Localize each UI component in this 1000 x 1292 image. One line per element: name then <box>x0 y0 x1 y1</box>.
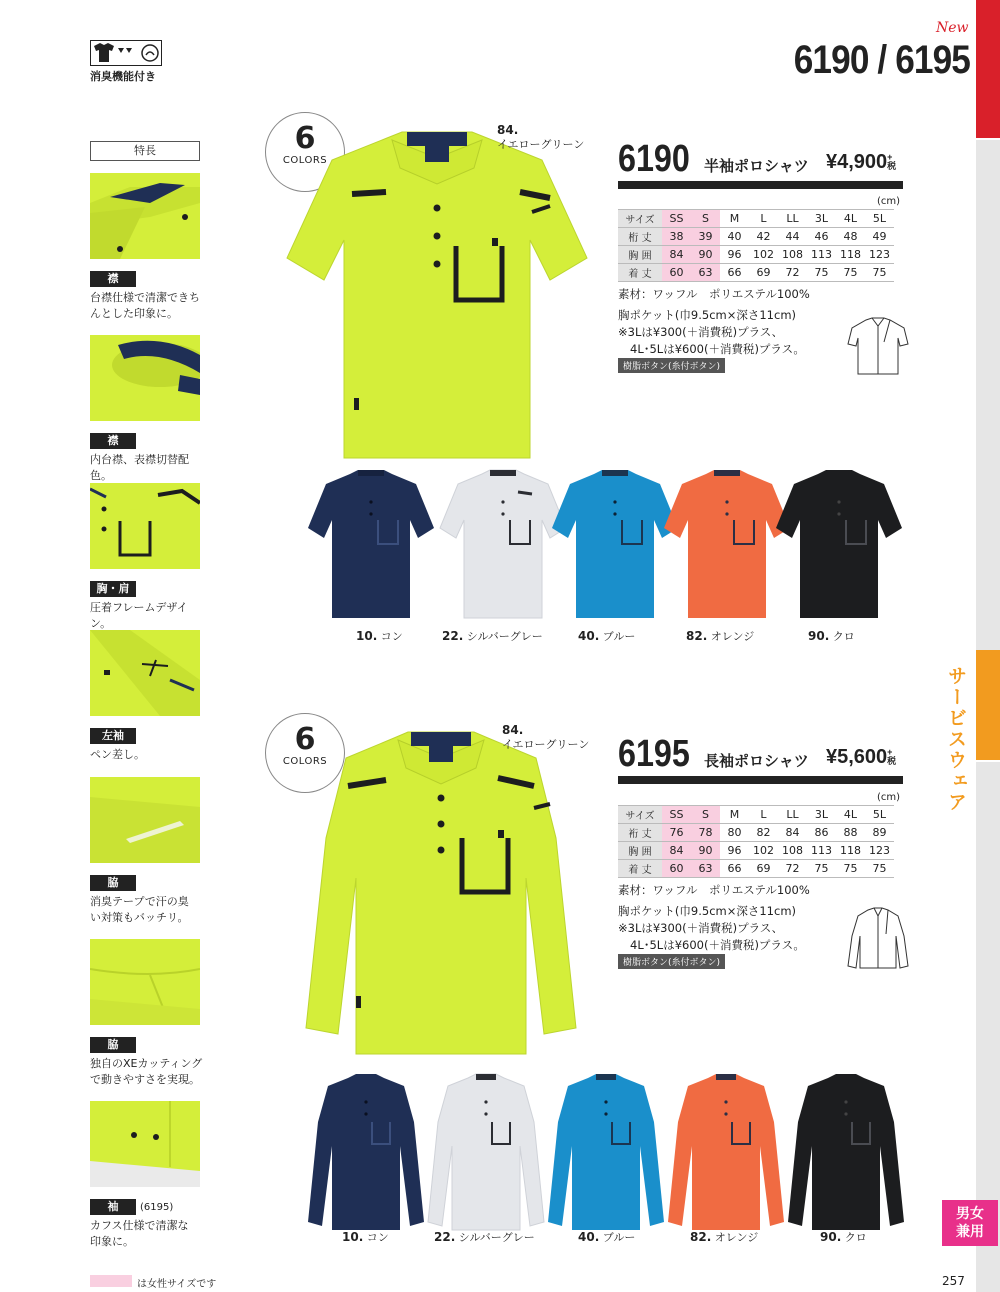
tax-plus: + <box>887 747 893 757</box>
variant-name: コン <box>366 1231 389 1244</box>
unisex-line-2: 兼用 <box>956 1224 984 1240</box>
deodorant-label: 消臭機能付き <box>90 70 156 83</box>
variant-number: 40. <box>578 1230 600 1244</box>
main-color-name: イエローグリーン <box>502 738 590 751</box>
size-cell: サイズ <box>618 210 662 228</box>
variant-number: 10. <box>356 629 378 643</box>
product-code: 6195 <box>618 733 690 775</box>
size-cell: 108 <box>778 246 807 264</box>
size-row <box>618 860 894 878</box>
cuffs-photo <box>90 1101 200 1187</box>
variant-name: シルバーグレー <box>466 630 543 643</box>
main-color-number: 84. <box>502 723 524 737</box>
product-name: 半袖ポロシャツ <box>704 157 809 175</box>
size-cell: 123 <box>865 842 894 860</box>
variant-longsleeve-orange <box>664 1072 788 1232</box>
variant-number: 22. <box>442 629 464 643</box>
variant-number: 90. <box>820 1230 842 1244</box>
unisex-line-1: 男女 <box>956 1206 984 1222</box>
feature-desc <box>90 1056 205 1088</box>
product-code: 6190 <box>618 138 690 180</box>
size-cell: S <box>691 806 720 824</box>
material-line: 素材：ワッフル ポリエステル100% <box>618 883 810 897</box>
variant-label <box>442 628 543 644</box>
variant-number: 40. <box>578 629 600 643</box>
tax-label: 税 <box>887 756 897 766</box>
feature-side-tape <box>90 777 205 926</box>
feature-desc <box>90 747 205 763</box>
title-rule <box>618 776 903 784</box>
size-cell: 96 <box>720 842 749 860</box>
feature-desc <box>90 290 205 322</box>
size-cell: 63 <box>691 860 720 878</box>
size-cell: 75 <box>836 860 865 878</box>
size-cell: 113 <box>807 842 836 860</box>
size-cell: 4L <box>836 210 865 228</box>
size-cell: 裄 丈 <box>618 824 662 842</box>
feature-tag-note: (6195) <box>140 1202 174 1213</box>
size-cell: 113 <box>807 246 836 264</box>
feature-tag: 袖 <box>90 1199 136 1215</box>
inner-collar-photo <box>90 335 200 421</box>
main-shirt-long-sleeve <box>286 728 596 1058</box>
size-cell: 48 <box>836 228 865 246</box>
feature-xe-cutting <box>90 939 205 1088</box>
variant-name: オレンジ <box>714 1231 759 1244</box>
main-color-label <box>502 723 589 752</box>
size-cell: 78 <box>691 824 720 842</box>
size-cell: サイズ <box>618 806 662 824</box>
variant-label <box>356 628 403 644</box>
main-color-name: イエローグリーン <box>497 138 585 151</box>
size-cell: 胸 囲 <box>618 246 662 264</box>
variant-shirt-black <box>774 468 904 620</box>
size-cell: 5L <box>865 210 894 228</box>
size-cell: 90 <box>691 842 720 860</box>
size-cell: 桁 丈 <box>618 228 662 246</box>
size-cell: 75 <box>836 264 865 282</box>
variant-label <box>820 1229 867 1245</box>
category-label: サービスウェア <box>945 666 967 813</box>
chest-photo <box>90 483 200 569</box>
variant-shirt-silver-grey <box>438 468 568 620</box>
variant-number: 10. <box>342 1230 364 1244</box>
size-cell: 75 <box>807 860 836 878</box>
collar-photo <box>90 173 200 259</box>
flat-sketch-short-sleeve <box>846 316 910 376</box>
size-cell: 96 <box>720 246 749 264</box>
feature-desc-line: 内台襟、表襟切替配色。 <box>90 453 189 482</box>
size-cell: 46 <box>807 228 836 246</box>
feature-collar <box>90 173 205 322</box>
edge-tab-grey <box>976 140 1000 650</box>
features-heading: 特長 <box>90 141 200 161</box>
size-cell: 118 <box>836 246 865 264</box>
pocket-line: 胸ポケット(巾9.5cm×深さ11cm) <box>618 904 797 918</box>
size-cell: 40 <box>720 228 749 246</box>
variant-name: オレンジ <box>710 630 755 643</box>
size-cell: S <box>691 210 720 228</box>
size-row <box>618 842 894 860</box>
edge-tab-category <box>976 650 1000 760</box>
main-color-label <box>497 123 584 152</box>
size-cell: 72 <box>778 264 807 282</box>
size-cell: 49 <box>865 228 894 246</box>
product-price <box>826 746 896 769</box>
variant-number: 22. <box>434 1230 456 1244</box>
edge-tab-red <box>976 0 1000 138</box>
size-cell: 38 <box>662 228 691 246</box>
feature-tag: 襟 <box>90 433 136 449</box>
size-row <box>618 246 894 264</box>
size-cell: L <box>749 806 778 824</box>
size-cell: 102 <box>749 842 778 860</box>
feature-desc <box>90 1218 205 1250</box>
feature-desc-line: カフス仕様で清潔な <box>90 1219 189 1232</box>
variant-name: ブルー <box>602 1231 636 1244</box>
size-cell: 3L <box>807 806 836 824</box>
page-number: 257 <box>942 1274 965 1288</box>
sleeve-photo <box>90 630 200 716</box>
size-cell: 69 <box>749 860 778 878</box>
size-cell: M <box>720 210 749 228</box>
size-table <box>618 805 894 878</box>
unisex-badge <box>942 1200 998 1246</box>
feature-desc-line: で動きやすさを実現。 <box>90 1073 200 1086</box>
size-cell: 75 <box>807 264 836 282</box>
feature-desc-line: んとした印象に。 <box>90 307 178 320</box>
size-cell: 39 <box>691 228 720 246</box>
tax-plus: + <box>887 152 893 162</box>
size-cell: 82 <box>749 824 778 842</box>
size-row <box>618 264 894 282</box>
feature-cuffs <box>90 1101 205 1250</box>
women-size-note: は女性サイズです <box>137 1279 217 1290</box>
size-cell: L <box>749 210 778 228</box>
material-line: 素材：ワッフル ポリエステル100% <box>618 287 810 301</box>
side-tape-photo <box>90 777 200 863</box>
variant-longsleeve-navy <box>304 1072 428 1232</box>
size-cell: 84 <box>778 824 807 842</box>
feature-tag: 左袖 <box>90 728 136 744</box>
size-cell: 60 <box>662 860 691 878</box>
size-cell: 84 <box>662 842 691 860</box>
variant-label <box>808 628 855 644</box>
size-cell: 着 丈 <box>618 264 662 282</box>
size-cell: 66 <box>720 264 749 282</box>
size-cell: 76 <box>662 824 691 842</box>
size-cell: 69 <box>749 264 778 282</box>
size-cell: 75 <box>865 860 894 878</box>
variant-name: コン <box>380 630 403 643</box>
variant-shirt-navy <box>306 468 436 620</box>
variant-number: 90. <box>808 629 830 643</box>
feature-desc-line: ペン差し。 <box>90 748 145 761</box>
variant-label <box>690 1229 758 1245</box>
feature-desc <box>90 600 205 632</box>
variant-label <box>578 1229 635 1245</box>
colors-label: COLORS <box>282 756 328 767</box>
button-type-tag: 樹脂ボタン(糸付ボタン) <box>618 358 725 373</box>
product-name: 長袖ポロシャツ <box>704 752 809 770</box>
feature-desc-line: い対策もバッチリ。 <box>90 911 189 924</box>
feature-tag: 脇 <box>90 1037 136 1053</box>
variant-name: クロ <box>844 1231 867 1244</box>
size-cell: 5L <box>865 806 894 824</box>
pocket-line: 胸ポケット(巾9.5cm×深さ11cm) <box>618 308 797 322</box>
size-cell: 123 <box>865 246 894 264</box>
size-cell: 3L <box>807 210 836 228</box>
variant-number: 82. <box>686 629 708 643</box>
feature-desc <box>90 894 205 926</box>
size-cell: 84 <box>662 246 691 264</box>
size-header-row <box>618 210 894 228</box>
colors-count: 6 <box>294 121 316 156</box>
variant-label <box>434 1229 535 1245</box>
size-cell: 44 <box>778 228 807 246</box>
xe-cutting-photo <box>90 939 200 1025</box>
feature-chest-shoulder <box>90 483 205 632</box>
variant-longsleeve-silver-grey <box>424 1072 548 1232</box>
size-cell: 66 <box>720 860 749 878</box>
product-price <box>826 151 896 174</box>
title-rule <box>618 181 903 189</box>
variant-label <box>578 628 635 644</box>
size-cell: 4L <box>836 806 865 824</box>
size-cell: 89 <box>865 824 894 842</box>
feature-desc <box>90 452 205 484</box>
size-table <box>618 209 894 282</box>
size-surcharge-note: 4L･5Lは¥600(＋消費税)プラス。 <box>630 938 805 952</box>
size-cell: M <box>720 806 749 824</box>
size-cell: 86 <box>807 824 836 842</box>
size-cell: 90 <box>691 246 720 264</box>
size-surcharge-note: 4L･5Lは¥600(＋消費税)プラス。 <box>630 342 805 356</box>
variant-label <box>342 1229 389 1245</box>
size-cell: 胸 囲 <box>618 842 662 860</box>
women-size-swatch <box>90 1275 132 1287</box>
feature-tag: 胸・肩 <box>90 581 136 597</box>
size-cell: 80 <box>720 824 749 842</box>
feature-tag: 襟 <box>90 271 136 287</box>
size-cell: 102 <box>749 246 778 264</box>
size-cell: SS <box>662 806 691 824</box>
material-info <box>618 882 810 954</box>
size-cell: 118 <box>836 842 865 860</box>
size-cell: 88 <box>836 824 865 842</box>
size-cell: 72 <box>778 860 807 878</box>
colors-label: COLORS <box>282 155 328 166</box>
feature-desc-line: 消臭テープで汗の臭 <box>90 895 189 908</box>
variant-longsleeve-blue <box>544 1072 668 1232</box>
size-cell: 108 <box>778 842 807 860</box>
variant-name: ブルー <box>602 630 636 643</box>
unit-label: (cm) <box>877 196 901 207</box>
size-cell: 60 <box>662 264 691 282</box>
size-header-row <box>618 806 894 824</box>
size-cell: 63 <box>691 264 720 282</box>
tax-label: 税 <box>887 161 897 171</box>
unit-label: (cm) <box>877 792 901 803</box>
feature-desc-line: 圧着フレームデザイン。 <box>90 601 188 630</box>
variant-shirt-orange <box>662 468 792 620</box>
new-label: New <box>936 20 969 36</box>
main-color-number: 84. <box>497 123 519 137</box>
size-row <box>618 228 894 246</box>
feature-desc-line: 印象に。 <box>90 1235 134 1248</box>
main-shirt-short-sleeve <box>282 128 592 462</box>
variant-shirt-blue <box>550 468 680 620</box>
size-cell: 75 <box>865 264 894 282</box>
variant-number: 82. <box>690 1230 712 1244</box>
size-cell: LL <box>778 210 807 228</box>
size-cell: SS <box>662 210 691 228</box>
variant-label <box>686 628 754 644</box>
flat-sketch-long-sleeve <box>846 906 910 970</box>
size-cell: LL <box>778 806 807 824</box>
price-value: ¥4,900 <box>826 151 888 173</box>
feature-inner-collar <box>90 335 205 484</box>
tax-note <box>887 153 896 171</box>
colors-count: 6 <box>294 722 316 757</box>
feature-desc-line: 独自のXEカッティング <box>90 1057 203 1070</box>
price-value: ¥5,600 <box>826 746 888 768</box>
variant-name: クロ <box>832 630 855 643</box>
size-cell: 42 <box>749 228 778 246</box>
button-type-tag: 樹脂ボタン(糸付ボタン) <box>618 954 725 969</box>
variant-longsleeve-black <box>784 1072 908 1232</box>
size-row <box>618 824 894 842</box>
page-title: 6190 / 6195 <box>793 38 970 82</box>
size-surcharge-note: ※3Lは¥300(＋消費税)プラス、 <box>618 325 784 339</box>
variant-name: シルバーグレー <box>458 1231 535 1244</box>
size-cell: 着 丈 <box>618 860 662 878</box>
deodorant-icon <box>90 40 162 66</box>
feature-tag: 脇 <box>90 875 136 891</box>
tax-note <box>887 748 896 766</box>
material-info <box>618 286 810 358</box>
size-surcharge-note: ※3Lは¥300(＋消費税)プラス、 <box>618 921 784 935</box>
feature-desc-line: 台襟仕様で清潔できち <box>90 291 200 304</box>
feature-left-sleeve <box>90 630 205 763</box>
